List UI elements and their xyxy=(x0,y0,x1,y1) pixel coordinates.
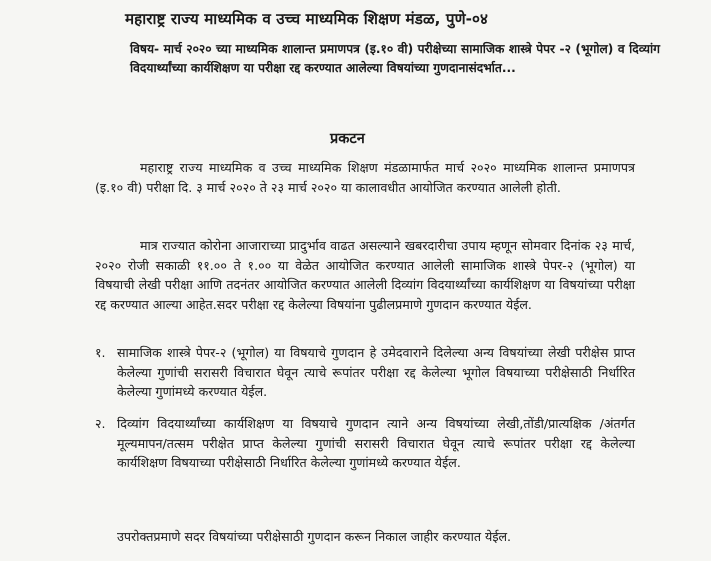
paragraph-cancellation xyxy=(95,236,635,314)
list-item-number: १. xyxy=(95,345,106,360)
list-item xyxy=(95,414,635,473)
list-item xyxy=(95,343,635,402)
subject-line: विषय- मार्च २०२० च्या माध्यमिक शालान्त प्रमाणपत्र (इ.१० वी) परीक्षेच्या सामाजिक शास्त्रे पेपर -२ (भूगोल) व दिव्यांग विदयार्थ्यांच्या कार्यशिक्षण या परीक्षा रद्द करण्यात आलेल्या विषयांच्या गुणदानासंदर्भात... xyxy=(130,42,660,75)
paragraph-1-text: महाराष्ट्र राज्य माध्यमिक व उच्च माध्यमिक शिक्षण मंडळामार्फत मार्च २०२० माध्यमिक शालान्त प्रमाणपत्र (इ.१० वी) परीक्षा दि. ३ मार्च २०२० ते २३ मार्च २०२० या कालावधीत आयोजित करण्यात आलेली होती. xyxy=(95,160,635,195)
paragraph-2-text: मात्र राज्यात कोरोना आजाराच्या प्रादुर्भाव वाढत असल्याने खबरदारीचा उपाय म्हणून सोमवार दिनांक २३ मार्च, २०२० रोजी सकाळी ११.०० ते १.०० या वेळेत आयोजित करण्यात आलेली सामाजिक शास्त्रे पेपर-२ (भूगोल) या विषयाची लेखी परीक्षा आणि तदनंतर आयोजित करण्यात आलेली दिव्यांग विदयार्थ्यांच्या कार्यशिक्षण या विषयांच्या परीक्षा रद्द करण्यात आल्या आहेत.सदर परीक्षा रद्द केलेल्या विषयांना पुढीलप्रमाणे गुणदान करण्यात येईल. xyxy=(95,238,635,312)
list-item-number: २. xyxy=(95,416,106,431)
closing-statement: उपरोक्तप्रमाणे सदर विषयांच्या परीक्षेसाठी गुणदान करून निकाल जाहीर करण्यात येईल. xyxy=(117,529,512,544)
list-item-text: दिव्यांग विदयार्थ्यांच्या कार्यशिक्षण या विषयाचे गुणदान त्याने अन्य विषयांच्या लेखी,तोंडी/प्रात्यक्षिक /अंतर्गत मूल्यमापन/तत्सम परीक्षेत प्राप्त केलेल्या गुणांची सरासरी विचारात घेवून त्याचे रूपांतर परीक्षा रद्द केलेल्या कार्यशिक्षण विषयाच्या परीक्षेसाठी निर्धारित केलेल्या गुणांमध्ये करण्यात येईल. xyxy=(117,416,635,471)
board-title: महाराष्ट्र राज्य माध्यमिक व उच्च माध्यमिक शिक्षण मंडळ, पुणे-०४ xyxy=(125,10,489,28)
list-item-text: सामाजिक शास्त्रे पेपर-२ (भूगोल) या विषयाचे गुणदान हे उमेदवाराने दिलेल्या अन्य विषयांच्या लेखी परीक्षेस प्राप्त केलेल्या गुणांची सरासरी विचारात घेवून त्याचे रूपांतर परीक्षा रद्द केलेल्या भूगोल विषयाच्या परीक्षेसाठी निर्धारित केलेल्या गुणांमध्ये करण्यात येईल. xyxy=(117,345,635,400)
notice-title: प्रकटन xyxy=(330,131,365,147)
paragraph-exam-schedule xyxy=(95,158,635,197)
